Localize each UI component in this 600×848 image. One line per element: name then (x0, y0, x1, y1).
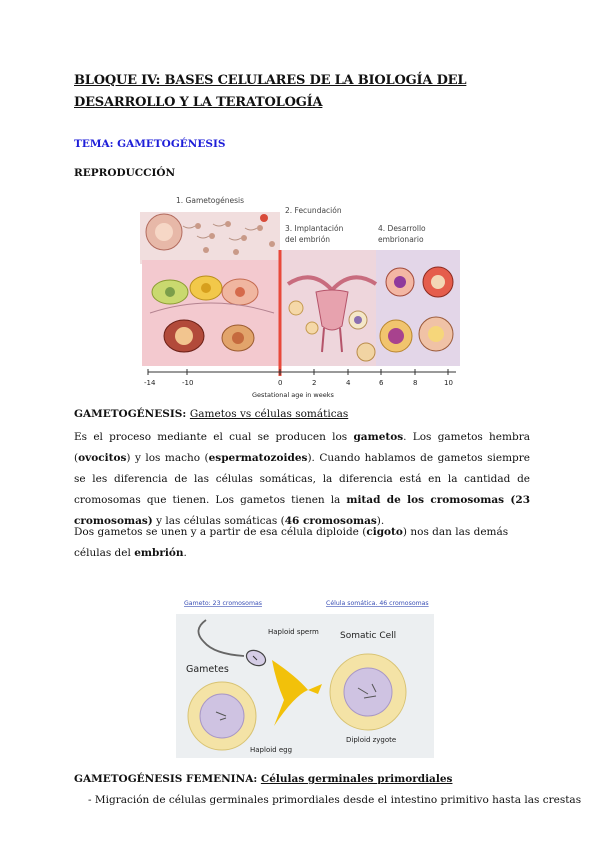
paragraph-emphasis: ovocitos (78, 452, 127, 464)
step-3-label-line2: del embrión (285, 235, 331, 244)
gametes-label: Gametes (186, 664, 229, 675)
gametogenesis-paragraph (74, 427, 530, 532)
female-gametogenesis-heading (74, 773, 452, 785)
paragraph-text: . Los gametos hembra ( (74, 431, 530, 464)
topic-heading: TEMA: GAMETOGÉNESIS (74, 138, 226, 150)
gametogenesis-heading-label: GAMETOGÉNESIS: (74, 408, 190, 420)
step-1-label: 1. Gametogénesis (176, 196, 245, 205)
egg-illustration (188, 682, 256, 750)
follicle-illustration (155, 223, 173, 241)
step-4-label-line1: 4. Desarrollo (378, 224, 426, 233)
section-heading: REPRODUCCIÓN (74, 167, 176, 179)
step-4-label-line2: embrionario (378, 235, 424, 244)
paragraph-text: Es el proceso mediante el cual se producen los (74, 431, 354, 443)
paragraph-emphasis: mitad de los cromosomas (23 cromosomas) (74, 494, 530, 527)
diploid-zygote-label: Diploid zygote (346, 736, 397, 744)
reproduction-timeline-figure (140, 188, 460, 404)
paragraph-text: ). (376, 515, 385, 527)
paragraph-text: ). Cuando hablamos de gametos siempre se les diferencia de las células somáticas, la diferencia está en la cantidad de cromosomas que tienen. Los gametos tienen la (74, 452, 530, 506)
somatic-cell-label: Somatic Cell (340, 631, 397, 641)
haploid-egg-label: Haploid egg (250, 746, 293, 754)
paragraph-emphasis: espermatozoides (208, 452, 308, 464)
axis-label: Gestational age in weeks (252, 391, 334, 399)
paragraph-emphasis: embrión (134, 547, 184, 559)
step-2-label: 2. Fecundación (285, 206, 342, 215)
paragraph-text: Dos gametos se unen y a partir de esa célula diploide ( (74, 526, 367, 538)
axis-tick-label: 10 (444, 379, 453, 387)
axis-tick-label: 2 (312, 379, 317, 387)
paragraph-text: . (183, 547, 187, 559)
gamete-caption: Gameto: 23 cromosomas (184, 600, 262, 607)
axis-tick-label: 6 (379, 379, 384, 387)
gametogenesis-heading-subtitle: Gametos vs células somáticas (189, 408, 349, 420)
axis-tick-label: 0 (278, 379, 283, 387)
paragraph-emphasis: gametos (353, 431, 404, 443)
axis-tick-label: -14 (144, 379, 156, 387)
zygote-paragraph (74, 522, 530, 564)
zygote-illustration (330, 654, 406, 730)
paragraph-emphasis: cigoto (366, 526, 403, 538)
axis-tick-label: 8 (413, 379, 418, 387)
paragraph-text: y las células somáticas ( (152, 515, 285, 527)
page-title: BLOQUE IV: BASES CELULARES DE LA BIOLOGÍA DEL DESARROLLO Y LA TERATOLOGÍA (74, 73, 467, 110)
axis-tick-label: 4 (346, 379, 351, 387)
step-3-label-line1: 3. Implantación (285, 224, 344, 233)
somatic-caption: Célula somática. 46 cromosomas (326, 600, 429, 607)
paragraph-text: ) nos dan las demás células del (74, 526, 509, 559)
gametogenesis-heading (74, 408, 348, 420)
ovary-cycle-panel (142, 260, 280, 366)
axis-tick-label: -10 (182, 379, 194, 387)
female-heading-label: GAMETOGÉNESIS FEMENINA: (74, 773, 261, 785)
paragraph-text: ) y los macho ( (126, 452, 209, 464)
gametes-vs-somatic-figure (176, 596, 434, 758)
paragraph-emphasis: 46 cromosomas (284, 515, 377, 527)
list-item: - Migración de células germinales primordiales desde el intestino primitivo hasta las crestas (88, 794, 582, 806)
female-heading-subtitle: Células germinales primordiales (260, 773, 453, 785)
haploid-sperm-label: Haploid sperm (268, 628, 319, 636)
